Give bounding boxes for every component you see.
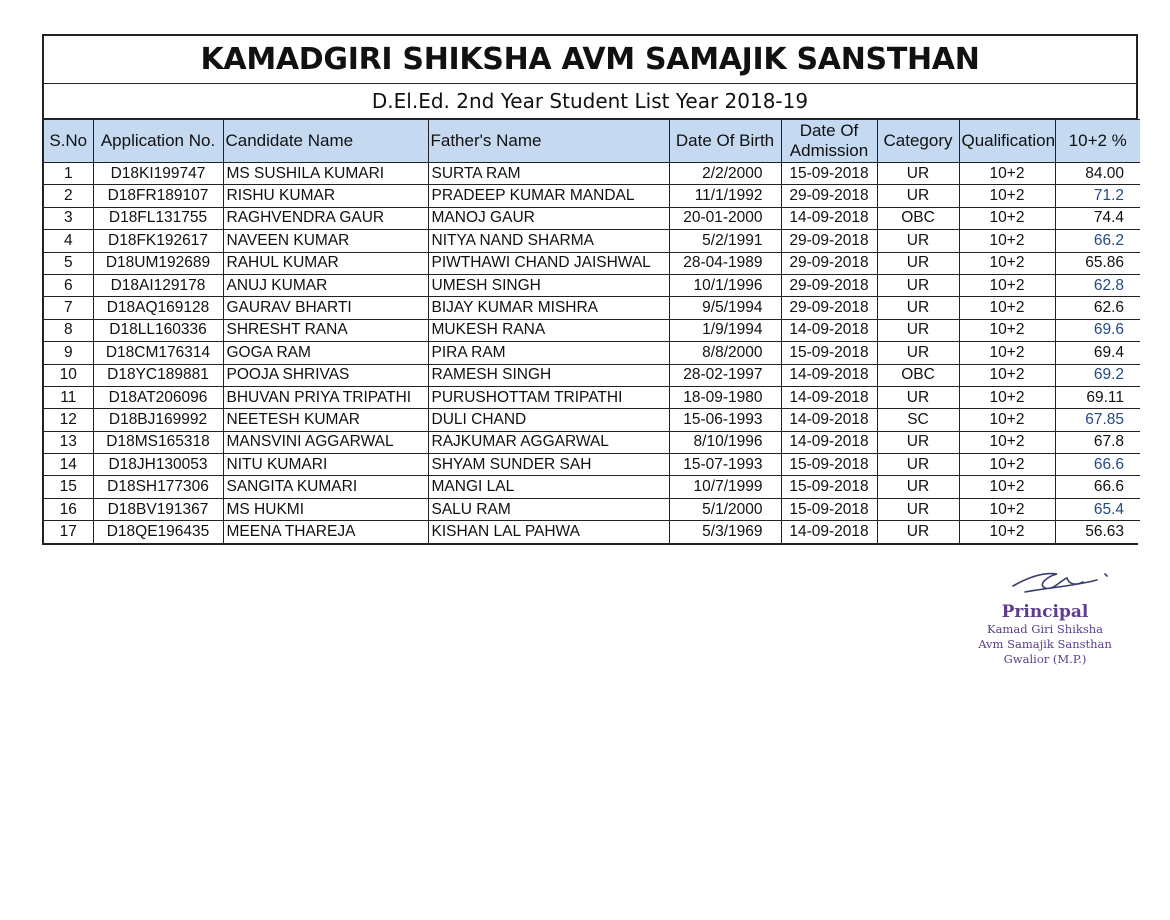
cell-qualification: 10+2 bbox=[959, 476, 1055, 498]
cell-qualification: 10+2 bbox=[959, 498, 1055, 520]
cell-application-no: D18QE196435 bbox=[93, 521, 223, 543]
table-row bbox=[44, 409, 1140, 431]
cell-category: OBC bbox=[877, 364, 959, 386]
header-father-name: Father's Name bbox=[428, 120, 669, 163]
stamp-line-2: Avm Samajik Sansthan bbox=[978, 637, 1112, 651]
cell-percent: 71.2 bbox=[1055, 185, 1140, 207]
principal-signature-stamp bbox=[965, 558, 1125, 678]
cell-application-no: D18MS165318 bbox=[93, 431, 223, 453]
cell-date-of-admission: 15-09-2018 bbox=[781, 342, 877, 364]
header-date-of-admission bbox=[781, 120, 877, 163]
cell-date-of-birth: 5/2/1991 bbox=[669, 230, 781, 252]
table-row bbox=[44, 274, 1140, 296]
table-row bbox=[44, 364, 1140, 386]
cell-date-of-birth: 5/1/2000 bbox=[669, 498, 781, 520]
cell-date-of-admission: 14-09-2018 bbox=[781, 364, 877, 386]
cell-percent: 56.63 bbox=[1055, 521, 1140, 543]
cell-application-no: D18AI129178 bbox=[93, 274, 223, 296]
cell-percent: 62.8 bbox=[1055, 274, 1140, 296]
cell-candidate-name: ANUJ KUMAR bbox=[223, 274, 428, 296]
header-candidate-name: Candidate Name bbox=[223, 120, 428, 163]
cell-date-of-admission: 29-09-2018 bbox=[781, 274, 877, 296]
cell-father-name: MANOJ GAUR bbox=[428, 207, 669, 229]
cell-category: OBC bbox=[877, 207, 959, 229]
cell-date-of-admission: 15-09-2018 bbox=[781, 163, 877, 185]
cell-qualification: 10+2 bbox=[959, 342, 1055, 364]
cell-percent: 69.2 bbox=[1055, 364, 1140, 386]
cell-category: UR bbox=[877, 230, 959, 252]
cell-date-of-admission: 29-09-2018 bbox=[781, 185, 877, 207]
cell-percent: 69.4 bbox=[1055, 342, 1140, 364]
cell-qualification: 10+2 bbox=[959, 409, 1055, 431]
cell-application-no: D18BV191367 bbox=[93, 498, 223, 520]
cell-date-of-admission: 29-09-2018 bbox=[781, 297, 877, 319]
cell-category: UR bbox=[877, 454, 959, 476]
cell-category: UR bbox=[877, 342, 959, 364]
cell-sno: 14 bbox=[44, 454, 93, 476]
cell-percent: 84.00 bbox=[1055, 163, 1140, 185]
table-row bbox=[44, 454, 1140, 476]
cell-candidate-name: MS HUKMI bbox=[223, 498, 428, 520]
cell-candidate-name: RISHU KUMAR bbox=[223, 185, 428, 207]
cell-category: UR bbox=[877, 521, 959, 543]
cell-percent: 66.2 bbox=[1055, 230, 1140, 252]
cell-candidate-name: SANGITA KUMARI bbox=[223, 476, 428, 498]
cell-sno: 3 bbox=[44, 207, 93, 229]
cell-date-of-admission: 14-09-2018 bbox=[781, 409, 877, 431]
stamp-line-1: Kamad Giri Shiksha bbox=[986, 622, 1104, 636]
cell-sno: 13 bbox=[44, 431, 93, 453]
cell-category: UR bbox=[877, 252, 959, 274]
cell-date-of-birth: 15-07-1993 bbox=[669, 454, 781, 476]
cell-date-of-birth: 15-06-1993 bbox=[669, 409, 781, 431]
cell-father-name: RAMESH SINGH bbox=[428, 364, 669, 386]
cell-qualification: 10+2 bbox=[959, 386, 1055, 408]
cell-application-no: D18AT206096 bbox=[93, 386, 223, 408]
cell-father-name: RAJKUMAR AGGARWAL bbox=[428, 431, 669, 453]
table-row bbox=[44, 476, 1140, 498]
cell-category: UR bbox=[877, 274, 959, 296]
cell-sno: 6 bbox=[44, 274, 93, 296]
cell-date-of-admission: 14-09-2018 bbox=[781, 431, 877, 453]
cell-father-name: MANGI LAL bbox=[428, 476, 669, 498]
cell-father-name: DULI CHAND bbox=[428, 409, 669, 431]
cell-date-of-birth: 11/1/1992 bbox=[669, 185, 781, 207]
cell-candidate-name: GOGA RAM bbox=[223, 342, 428, 364]
cell-application-no: D18KI199747 bbox=[93, 163, 223, 185]
cell-category: UR bbox=[877, 386, 959, 408]
cell-qualification: 10+2 bbox=[959, 297, 1055, 319]
cell-sno: 5 bbox=[44, 252, 93, 274]
cell-category: UR bbox=[877, 163, 959, 185]
cell-category: UR bbox=[877, 498, 959, 520]
cell-date-of-admission: 14-09-2018 bbox=[781, 207, 877, 229]
cell-date-of-birth: 18-09-1980 bbox=[669, 386, 781, 408]
student-table bbox=[44, 119, 1140, 543]
stamp-line-3: Gwalior (M.P.) bbox=[1003, 652, 1087, 666]
cell-date-of-admission: 29-09-2018 bbox=[781, 230, 877, 252]
cell-category: SC bbox=[877, 409, 959, 431]
cell-percent: 65.4 bbox=[1055, 498, 1140, 520]
cell-candidate-name: MS SUSHILA KUMARI bbox=[223, 163, 428, 185]
cell-percent: 69.11 bbox=[1055, 386, 1140, 408]
cell-father-name: NITYA NAND SHARMA bbox=[428, 230, 669, 252]
cell-category: UR bbox=[877, 431, 959, 453]
cell-category: UR bbox=[877, 476, 959, 498]
cell-candidate-name: GAURAV BHARTI bbox=[223, 297, 428, 319]
cell-qualification: 10+2 bbox=[959, 319, 1055, 341]
table-row bbox=[44, 297, 1140, 319]
cell-candidate-name: MANSVINI AGGARWAL bbox=[223, 431, 428, 453]
cell-date-of-admission: 15-09-2018 bbox=[781, 454, 877, 476]
cell-sno: 17 bbox=[44, 521, 93, 543]
cell-percent: 74.4 bbox=[1055, 207, 1140, 229]
stamp-title: Principal bbox=[1001, 602, 1089, 622]
cell-father-name: BIJAY KUMAR MISHRA bbox=[428, 297, 669, 319]
table-row bbox=[44, 207, 1140, 229]
table-row bbox=[44, 252, 1140, 274]
cell-candidate-name: POOJA SHRIVAS bbox=[223, 364, 428, 386]
cell-candidate-name: NITU KUMARI bbox=[223, 454, 428, 476]
table-header-row bbox=[44, 120, 1140, 163]
header-percent: 10+2 % bbox=[1055, 120, 1140, 163]
cell-date-of-birth: 8/8/2000 bbox=[669, 342, 781, 364]
table-row bbox=[44, 498, 1140, 520]
document-title: KAMADGIRI SHIKSHA AVM SAMAJIK SANSTHAN bbox=[44, 36, 1136, 84]
header-doa-line2: Admission bbox=[789, 141, 869, 160]
cell-date-of-admission: 29-09-2018 bbox=[781, 252, 877, 274]
cell-qualification: 10+2 bbox=[959, 521, 1055, 543]
cell-father-name: SHYAM SUNDER SAH bbox=[428, 454, 669, 476]
cell-application-no: D18FR189107 bbox=[93, 185, 223, 207]
cell-qualification: 10+2 bbox=[959, 185, 1055, 207]
cell-date-of-admission: 14-09-2018 bbox=[781, 521, 877, 543]
cell-candidate-name: MEENA THAREJA bbox=[223, 521, 428, 543]
cell-qualification: 10+2 bbox=[959, 230, 1055, 252]
cell-application-no: D18AQ169128 bbox=[93, 297, 223, 319]
cell-qualification: 10+2 bbox=[959, 163, 1055, 185]
cell-date-of-birth: 1/9/1994 bbox=[669, 319, 781, 341]
header-category: Category bbox=[877, 120, 959, 163]
cell-percent: 65.86 bbox=[1055, 252, 1140, 274]
cell-sno: 11 bbox=[44, 386, 93, 408]
cell-sno: 7 bbox=[44, 297, 93, 319]
cell-sno: 4 bbox=[44, 230, 93, 252]
student-list-document bbox=[42, 34, 1138, 545]
cell-application-no: D18UM192689 bbox=[93, 252, 223, 274]
cell-candidate-name: RAGHVENDRA GAUR bbox=[223, 207, 428, 229]
cell-percent: 66.6 bbox=[1055, 454, 1140, 476]
cell-sno: 8 bbox=[44, 319, 93, 341]
cell-father-name: PIWTHAWI CHAND JAISHWAL bbox=[428, 252, 669, 274]
cell-date-of-birth: 5/3/1969 bbox=[669, 521, 781, 543]
table-row bbox=[44, 521, 1140, 543]
cell-percent: 67.8 bbox=[1055, 431, 1140, 453]
cell-father-name: PRADEEP KUMAR MANDAL bbox=[428, 185, 669, 207]
cell-application-no: D18CM176314 bbox=[93, 342, 223, 364]
cell-father-name: UMESH SINGH bbox=[428, 274, 669, 296]
cell-date-of-admission: 15-09-2018 bbox=[781, 476, 877, 498]
cell-sno: 12 bbox=[44, 409, 93, 431]
cell-date-of-birth: 28-04-1989 bbox=[669, 252, 781, 274]
table-row bbox=[44, 342, 1140, 364]
cell-qualification: 10+2 bbox=[959, 207, 1055, 229]
cell-date-of-admission: 15-09-2018 bbox=[781, 498, 877, 520]
cell-category: UR bbox=[877, 319, 959, 341]
table-row bbox=[44, 431, 1140, 453]
cell-candidate-name: NAVEEN KUMAR bbox=[223, 230, 428, 252]
cell-father-name: MUKESH RANA bbox=[428, 319, 669, 341]
header-doa-line1: Date Of bbox=[799, 121, 859, 140]
cell-candidate-name: SHRESHT RANA bbox=[223, 319, 428, 341]
document-subtitle: D.El.Ed. 2nd Year Student List Year 2018-19 bbox=[44, 84, 1136, 119]
cell-percent: 69.6 bbox=[1055, 319, 1140, 341]
cell-percent: 67.85 bbox=[1055, 409, 1140, 431]
cell-application-no: D18FL131755 bbox=[93, 207, 223, 229]
cell-qualification: 10+2 bbox=[959, 454, 1055, 476]
cell-sno: 9 bbox=[44, 342, 93, 364]
cell-category: UR bbox=[877, 185, 959, 207]
cell-date-of-birth: 10/7/1999 bbox=[669, 476, 781, 498]
cell-date-of-birth: 28-02-1997 bbox=[669, 364, 781, 386]
cell-date-of-birth: 20-01-2000 bbox=[669, 207, 781, 229]
cell-qualification: 10+2 bbox=[959, 431, 1055, 453]
cell-category: UR bbox=[877, 297, 959, 319]
cell-date-of-birth: 9/5/1994 bbox=[669, 297, 781, 319]
cell-father-name: PURUSHOTTAM TRIPATHI bbox=[428, 386, 669, 408]
cell-sno: 10 bbox=[44, 364, 93, 386]
table-row bbox=[44, 386, 1140, 408]
header-application-no: Application No. bbox=[93, 120, 223, 163]
cell-application-no: D18YC189881 bbox=[93, 364, 223, 386]
cell-qualification: 10+2 bbox=[959, 252, 1055, 274]
cell-sno: 15 bbox=[44, 476, 93, 498]
cell-application-no: D18SH177306 bbox=[93, 476, 223, 498]
principal-stamp bbox=[965, 602, 1125, 667]
cell-date-of-birth: 2/2/2000 bbox=[669, 163, 781, 185]
cell-application-no: D18LL160336 bbox=[93, 319, 223, 341]
cell-father-name: SALU RAM bbox=[428, 498, 669, 520]
cell-qualification: 10+2 bbox=[959, 274, 1055, 296]
header-qualification: Qualification bbox=[959, 120, 1055, 163]
cell-candidate-name: RAHUL KUMAR bbox=[223, 252, 428, 274]
table-row bbox=[44, 185, 1140, 207]
table-row bbox=[44, 230, 1140, 252]
cell-application-no: D18BJ169992 bbox=[93, 409, 223, 431]
cell-sno: 2 bbox=[44, 185, 93, 207]
cell-date-of-birth: 8/10/1996 bbox=[669, 431, 781, 453]
cell-percent: 66.6 bbox=[1055, 476, 1140, 498]
cell-sno: 16 bbox=[44, 498, 93, 520]
table-row bbox=[44, 163, 1140, 185]
cell-father-name: SURTA RAM bbox=[428, 163, 669, 185]
cell-application-no: D18JH130053 bbox=[93, 454, 223, 476]
cell-candidate-name: BHUVAN PRIYA TRIPATHI bbox=[223, 386, 428, 408]
cell-date-of-admission: 14-09-2018 bbox=[781, 386, 877, 408]
cell-sno: 1 bbox=[44, 163, 93, 185]
cell-date-of-birth: 10/1/1996 bbox=[669, 274, 781, 296]
cell-candidate-name: NEETESH KUMAR bbox=[223, 409, 428, 431]
cell-percent: 62.6 bbox=[1055, 297, 1140, 319]
table-row bbox=[44, 319, 1140, 341]
cell-date-of-admission: 14-09-2018 bbox=[781, 319, 877, 341]
cell-father-name: KISHAN LAL PAHWA bbox=[428, 521, 669, 543]
header-sno: S.No bbox=[44, 120, 93, 163]
cell-qualification: 10+2 bbox=[959, 364, 1055, 386]
cell-application-no: D18FK192617 bbox=[93, 230, 223, 252]
header-date-of-birth: Date Of Birth bbox=[669, 120, 781, 163]
cell-father-name: PIRA RAM bbox=[428, 342, 669, 364]
handwritten-signature bbox=[965, 558, 1125, 602]
